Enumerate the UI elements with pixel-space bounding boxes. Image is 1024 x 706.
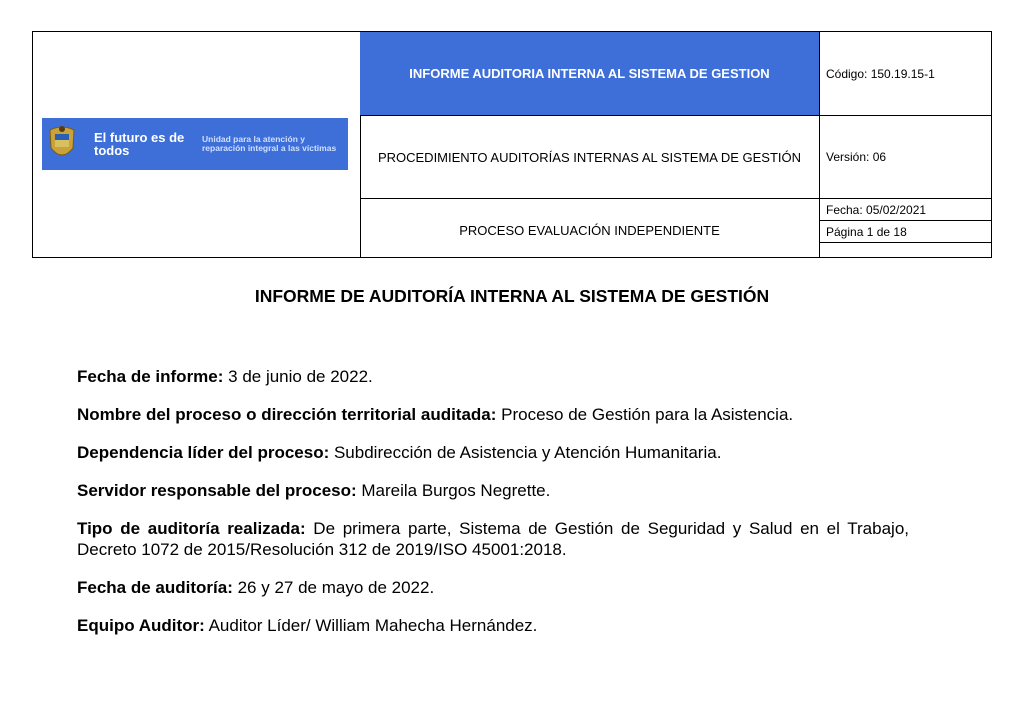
field-value: Proceso de Gestión para la Asistencia. — [496, 405, 794, 424]
document-code: Código: 150.19.15-1 — [820, 32, 991, 116]
header-right-column — [820, 32, 991, 257]
field-audit-type — [77, 518, 909, 560]
field-value: Subdirección de Asistencia y Atención Humanitaria. — [329, 443, 722, 462]
field-process-name — [77, 404, 909, 425]
field-value: 3 de junio de 2022. — [223, 367, 373, 386]
page-number: Página 1 de 18 — [820, 221, 991, 243]
institution-logo — [42, 118, 348, 170]
header-process-cell: PROCESO EVALUACIÓN INDEPENDIENTE — [459, 222, 720, 238]
document-title: INFORME DE AUDITORÍA INTERNA AL SISTEMA DE GESTIÓN — [254, 286, 770, 306]
report-fields — [77, 366, 909, 653]
document-header-table — [32, 31, 992, 258]
field-audit-date — [77, 577, 909, 598]
coat-of-arms-icon — [46, 124, 78, 164]
field-label: Nombre del proceso o dirección territorial auditada: — [77, 405, 497, 424]
header-middle-column — [360, 32, 820, 257]
document-version: Versión: 06 — [820, 116, 991, 199]
field-label: Equipo Auditor: — [77, 616, 205, 635]
field-label: Fecha de informe: — [77, 367, 224, 386]
header-empty-cell — [820, 243, 991, 257]
header-procedure-cell: PROCEDIMIENTO AUDITORÍAS INTERNAS AL SISTEMA DE GESTIÓN — [360, 116, 819, 199]
header-title-cell: INFORME AUDITORIA INTERNA AL SISTEMA DE GESTION — [360, 32, 819, 116]
field-label: Servidor responsable del proceso: — [77, 481, 357, 500]
field-responsible-servant — [77, 480, 909, 501]
logo-sub-text: Unidad para la atención y reparación integral a las víctimas — [202, 134, 337, 153]
field-value: Mareila Burgos Negrette. — [356, 481, 551, 500]
field-value: 26 y 27 de mayo de 2022. — [232, 578, 435, 597]
field-audit-team — [77, 615, 909, 636]
header-logo-cell — [33, 32, 361, 257]
field-lead-dependency — [77, 442, 909, 463]
field-value: Auditor Líder/ William Mahecha Hernández. — [204, 616, 538, 635]
document-date: Fecha: 05/02/2021 — [820, 199, 991, 221]
field-label: Fecha de auditoría: — [77, 578, 233, 597]
field-label: Dependencia líder del proceso: — [77, 443, 330, 462]
field-value: De primera parte, Sistema de Gestión de Seguridad y Salud en el Trabajo, Decreto 1072 de 2015/Resolución 312 de 2019/ISO 45001:2018. — [77, 519, 909, 559]
logo-main-text: El futuro es de todos — [94, 130, 185, 158]
field-label: Tipo de auditoría realizada: — [77, 519, 306, 538]
field-report-date — [77, 366, 909, 387]
